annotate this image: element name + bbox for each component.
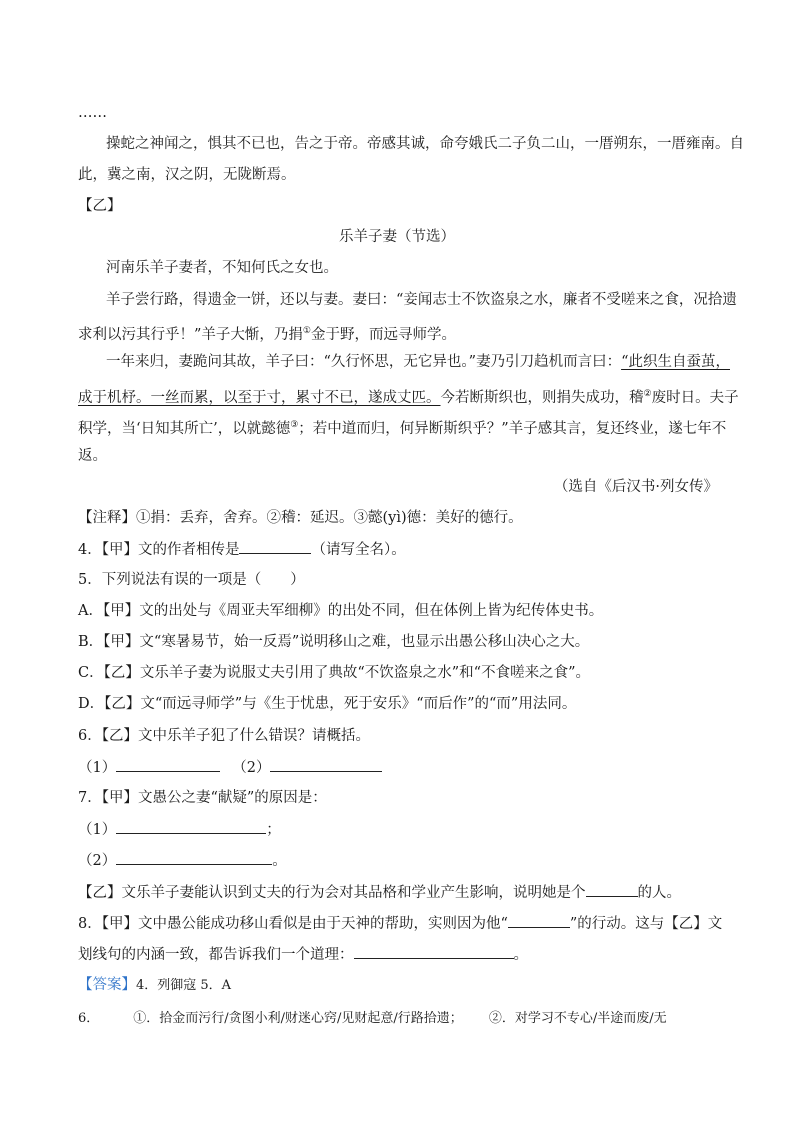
- text-span: 4．【甲】文的作者相传是: [78, 542, 240, 558]
- note-marker-2: ②: [643, 389, 652, 399]
- text-span: ”的行动。这与【乙】文: [569, 916, 723, 932]
- yi-paragraph-1: 河南乐羊子妻者，不知何氏之女也。: [106, 260, 338, 276]
- text-span: ；: [266, 822, 281, 838]
- jia-ending-line1: 操蛇之神闻之，惧其不已也，告之于帝。帝感其诚，命夸娥氏二子负二山，一厝朔东，一厝雍南。自: [106, 136, 744, 152]
- text-span: 。: [513, 947, 528, 963]
- source-citation: （选自《后汉书·列女传》: [553, 479, 718, 495]
- yi-paragraph-3-line3: [78, 415, 728, 439]
- answer-blank[interactable]: [354, 944, 514, 959]
- text-span: 求利以污其行乎！”羊子大惭，乃捐: [78, 326, 303, 343]
- text-span: 积学，当‘日知其所亡’，以就懿德: [78, 420, 291, 437]
- question-7: 7．【甲】文愚公之妻“献疑”的原因是：: [78, 790, 327, 806]
- answer-text: 4．列御寇 5．A: [136, 978, 232, 993]
- jia-ending-line2: 此，冀之南，汉之阴，无陇断焉。: [78, 167, 296, 183]
- answer-6-line: [78, 1009, 728, 1029]
- yi-paragraph-3-line2: [78, 384, 739, 408]
- question-5-option-c[interactable]: C．【乙】文乐羊子妻为说服丈夫引用了典故“不饮盗泉之水”和“不食嗟来之食”。: [78, 665, 590, 681]
- yi-paragraph-2-line2: [78, 321, 728, 345]
- yi-paragraph-3-line1: [106, 352, 756, 372]
- text-span: 一年来归，妻跪问其故，羊子曰：“久行怀思，无它异也。”妻乃引刀趋机而言曰：: [106, 354, 622, 370]
- text-span: （1）: [78, 760, 117, 776]
- annotations: 【注释】①捐：丢弃，舍弃。②稽：延迟。③懿(yì)德：美好的德行。: [78, 510, 523, 526]
- answer-blank[interactable]: [116, 819, 266, 834]
- question-7-yi: [78, 882, 728, 903]
- yi-paragraph-2-line1: 羊子尝行路，得遗金一饼，还以与妻。妻曰：“妾闻志士不饮盗泉之水，廉者不受嗟来之食，况拾遗: [106, 292, 737, 308]
- question-8-line1: [78, 913, 728, 934]
- question-4: [78, 539, 728, 560]
- question-5-option-d[interactable]: D．【乙】文“而远寻师学”与《生于忧患，死于安乐》“而后作”的“而”用法同。: [78, 696, 577, 712]
- yi-label: 【乙】: [78, 198, 122, 214]
- underlined-sentence: 成于机杼。一丝而累，以至于寸，累寸不已，遂成丈匹。: [78, 389, 441, 406]
- answer-tag: 【答案】: [78, 977, 136, 993]
- text-span: 。: [272, 853, 287, 869]
- question-6: 6．【乙】文中乐羊子犯了什么错误？请概括。: [78, 728, 370, 744]
- question-7-blank-2: [78, 850, 728, 871]
- text-span: 8．【甲】文中愚公能成功移山看似是由于天神的帮助，实则因为他“: [78, 916, 508, 932]
- answer-blank[interactable]: [270, 757, 382, 772]
- ellipsis: ……: [78, 105, 107, 121]
- answer-6-part2: ②．对学习不专心/半途而废/无: [488, 1011, 667, 1026]
- text-span: 废时日。夫子: [651, 389, 739, 406]
- text-span: （1）: [78, 822, 117, 838]
- question-8-line2: [78, 944, 728, 965]
- question-5-option-a[interactable]: A．【甲】文的出处与《周亚夫军细柳》的出处不同，但在体例上皆为纪传体史书。: [78, 603, 604, 619]
- question-6-blanks: [78, 757, 728, 778]
- text-span: ；若中道而归，何异断斯织乎？”羊子感其言，复还终业，遂七年不: [298, 420, 727, 437]
- answer-blank[interactable]: [116, 850, 272, 865]
- text-span: 划线句的内涵一致，都告诉我们一个道理：: [78, 947, 354, 963]
- underlined-sentence: “此织生自蚕茧，: [621, 354, 730, 370]
- question-5-option-b[interactable]: B．【甲】文“寒暑易节，始一反焉”说明移山之难，也显示出愚公移山决心之大。: [78, 634, 590, 650]
- answer-blank[interactable]: [508, 913, 570, 928]
- text-span: 【乙】文乐羊子妻能认识到丈夫的行为会对其品格和学业产生影响，说明她是个: [78, 885, 586, 901]
- answer-blank[interactable]: [116, 757, 220, 772]
- answer-blank[interactable]: [586, 882, 638, 897]
- text-span: （2）: [78, 853, 117, 869]
- answer-6-part1: ①．拾金而污行/贪图小利/财迷心窍/见财起意/行路拾遗；: [133, 1011, 463, 1026]
- note-marker-1: ①: [302, 326, 311, 336]
- question-5: 5．下列说法有误的一项是（ ）: [78, 572, 305, 588]
- text-span: 6．: [78, 1011, 100, 1026]
- text-span: 今若断斯织也，则捐失成功，稽: [440, 389, 644, 406]
- yi-paragraph-3-line4: 返。: [78, 448, 107, 464]
- text-span: （请写全名）。: [311, 542, 406, 558]
- answer-line: [78, 975, 728, 996]
- text-span: （2）: [232, 760, 271, 776]
- yi-title: 乐羊子妻（节选）: [339, 229, 455, 245]
- text-span: 的人。: [637, 885, 681, 901]
- answer-blank[interactable]: [239, 539, 311, 554]
- question-7-blank-1: [78, 819, 728, 840]
- text-span: 金于野，而远寻师学。: [311, 326, 456, 343]
- note-marker-3: ③: [290, 420, 299, 430]
